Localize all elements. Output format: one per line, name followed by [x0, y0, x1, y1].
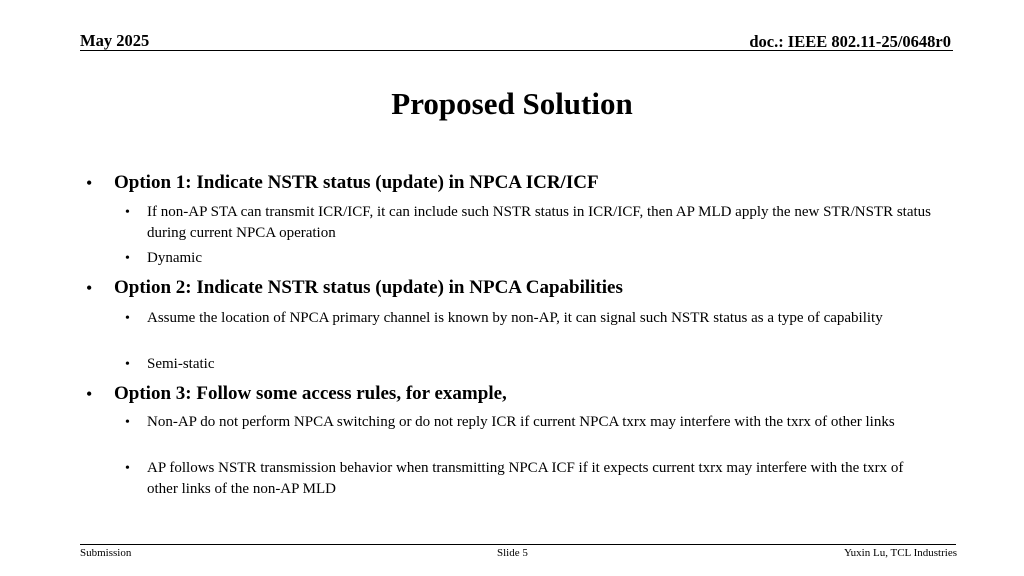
- option-1-point-1-text: If non-AP STA can transmit ICR/ICF, it can include such NSTR status in ICR/ICF, then AP MLD apply the new STR/NSTR status during current NPCA operation: [147, 204, 932, 241]
- footer-divider: [80, 544, 956, 545]
- footer-submission: Submission: [80, 547, 132, 559]
- option-2-label: Option 2: Indicate NSTR status (update) in NPCA Capabilities: [114, 277, 623, 298]
- footer-slide-number: Slide 5: [497, 547, 528, 559]
- bullet-icon: •: [86, 384, 93, 404]
- option-1-label: Option 1: Indicate NSTR status (update) in NPCA ICR/ICF: [114, 172, 599, 193]
- option-3-point-2-text: AP follows NSTR transmission behavior when transmitting NPCA ICF if it expects current txrx may interfere with the txrx of other links of the non-AP MLD: [147, 460, 904, 497]
- option-3-point-1-text: Non-AP do not perform NPCA switching or do not reply ICR if current NPCA txrx may interfere with the txrx of other links: [147, 414, 895, 430]
- bullet-icon: •: [125, 311, 130, 326]
- bullet-icon: •: [125, 357, 130, 372]
- bullet-icon: •: [86, 278, 93, 298]
- slide-title: Proposed Solution: [391, 86, 633, 121]
- bullet-icon: •: [125, 461, 130, 476]
- header-date: May 2025: [80, 31, 150, 50]
- bullet-icon: •: [86, 173, 93, 193]
- option-2-point-1-text: Assume the location of NPCA primary channel is known by non-AP, it can signal such NSTR status as a type of capability: [147, 310, 883, 326]
- option-1-point-2-text: Dynamic: [147, 250, 202, 266]
- header-document-id: doc.: IEEE 802.11-25/0648r0: [749, 32, 951, 51]
- bullet-icon: •: [125, 415, 130, 430]
- option-3-label: Option 3: Follow some access rules, for example,: [114, 383, 507, 404]
- footer-author: Yuxin Lu, TCL Industries: [843, 547, 957, 559]
- option-2-point-2-text: Semi-static: [147, 356, 215, 372]
- bullet-icon: •: [125, 251, 130, 266]
- bullet-icon: •: [125, 205, 130, 220]
